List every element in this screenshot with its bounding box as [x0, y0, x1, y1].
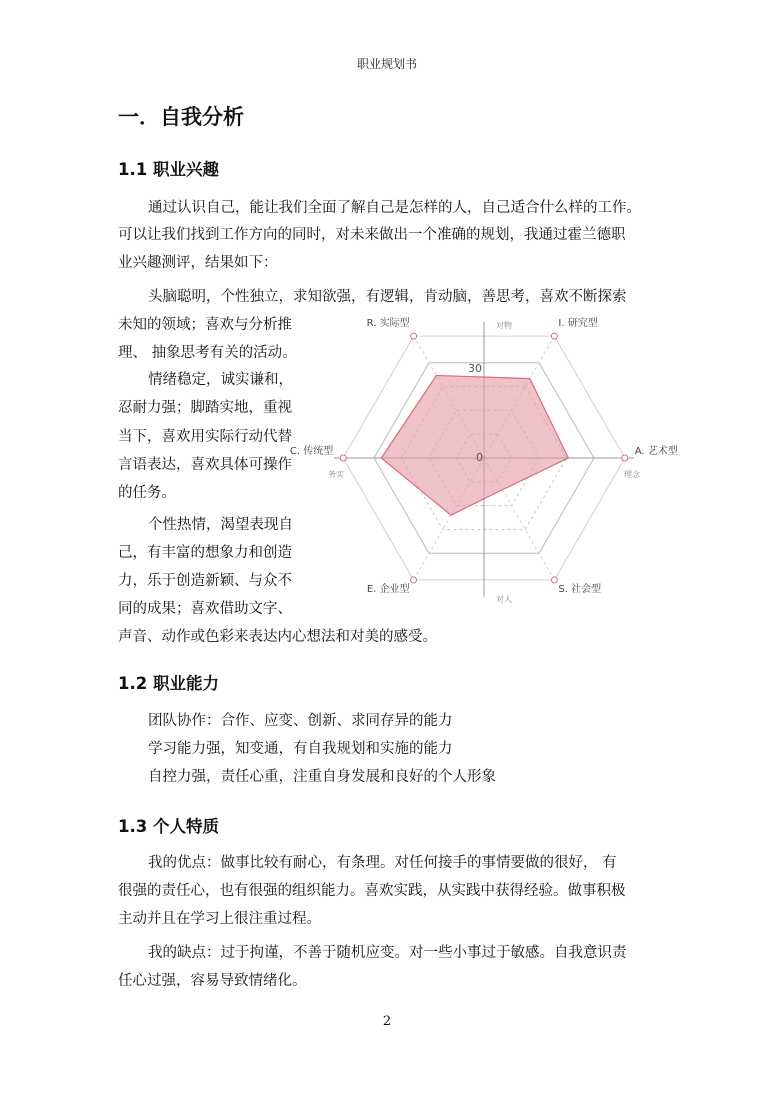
list-item: 团队协作：合作、应变、创新、求同存异的能力 [148, 713, 453, 729]
text-line: 业兴趣测评，结果如下： [118, 255, 278, 271]
text-line: 个性热情，渴望表现自 [148, 517, 293, 533]
holland-radar-chart [289, 312, 678, 612]
list-item: 学习能力强，知变通，有自我规划和实施的能力 [148, 741, 453, 757]
text-line: 己，有丰富的想象力和创造 [118, 545, 292, 561]
text-line: 很强的责任心，也有很强的组织能力。喜欢实践，从实践中获得经验。做事积极 [118, 883, 626, 899]
text-line: 通过认识自己，能让我们全面了解自己是怎样的人，自己适合什么样的工作。 [148, 200, 641, 216]
text-line: 主动并且在学习上很注重过程。 [118, 911, 321, 927]
text-line: 我的优点：做事比较有耐心，有条理。对任何接手的事情要做的很好， 有 [148, 855, 617, 871]
text-line: 理、 抽象思考有关的活动。 [118, 345, 297, 361]
radar-axis-marker [551, 333, 557, 339]
subsection-title-ability: 1.2 职业能力 [118, 674, 219, 693]
subsection-title-traits: 1.3 个人特质 [118, 817, 219, 836]
radar-axis-label: S. 社会型 [558, 583, 602, 595]
radar-axis-label: E. 企业型 [366, 583, 410, 595]
radar-axis-marker [411, 577, 417, 583]
radar-axis-marker [411, 333, 417, 339]
direction-label-right: 理念 [624, 470, 640, 479]
list-item: 自控力强，责任心重，注重自身发展和良好的个人形象 [148, 769, 496, 785]
text-line: 的任务。 [118, 485, 176, 501]
text-line: 当下，喜欢用实际行动代替 [118, 429, 292, 445]
radar-axis-marker [551, 577, 557, 583]
direction-label-bottom: 对人 [496, 595, 512, 604]
text-line: 言语表达，喜欢具体可操作 [118, 457, 292, 473]
radar-axis-label: I. 研究型 [558, 318, 598, 330]
text-line: 力，乐于创造新颖、与众不 [118, 573, 292, 589]
subsection-title-interest: 1.1 职业兴趣 [118, 160, 219, 179]
text-line: 同的成果；喜欢借助文字、 [118, 601, 292, 617]
text-line: 情绪稳定，诚实谦和， [148, 372, 293, 388]
text-line: 未知的领域；喜欢与分析推 [118, 317, 292, 333]
scale-label-min: 0 [476, 451, 483, 464]
scale-label-max: 30 [468, 362, 482, 375]
radar-axis-label: C. 传统型 [289, 446, 334, 457]
page-header: 职业规划书 [356, 57, 417, 71]
direction-label-left: 务实 [328, 470, 344, 479]
text-line: 任心过强，容易导致情绪化。 [118, 973, 307, 989]
radar-axis-marker [622, 455, 628, 461]
text-line: 头脑聪明，个性独立，求知欲强，有逻辑，肯动脑，善思考，喜欢不断探索 [148, 289, 627, 305]
text-line: 声音、动作或色彩来表达内心想法和对美的感受。 [118, 629, 437, 645]
radar-axis-marker [340, 455, 346, 461]
direction-label-top: 对物 [496, 321, 512, 330]
text-line: 忍耐力强；脚踏实地，重视 [118, 400, 292, 416]
text-line: 可以让我们找到工作方向的同时，对未来做出一个准确的规划，我通过霍兰德职 [118, 227, 626, 243]
page-number: 2 [382, 1014, 392, 1029]
radar-axis-label: A. 艺术型 [634, 446, 678, 457]
section-title: 一．自我分析 [118, 105, 244, 129]
text-line: 我的缺点：过于拘谨，不善于随机应变。对一些小事过于敏感。自我意识责 [148, 945, 627, 961]
radar-axis-label: R. 实际型 [366, 318, 410, 330]
